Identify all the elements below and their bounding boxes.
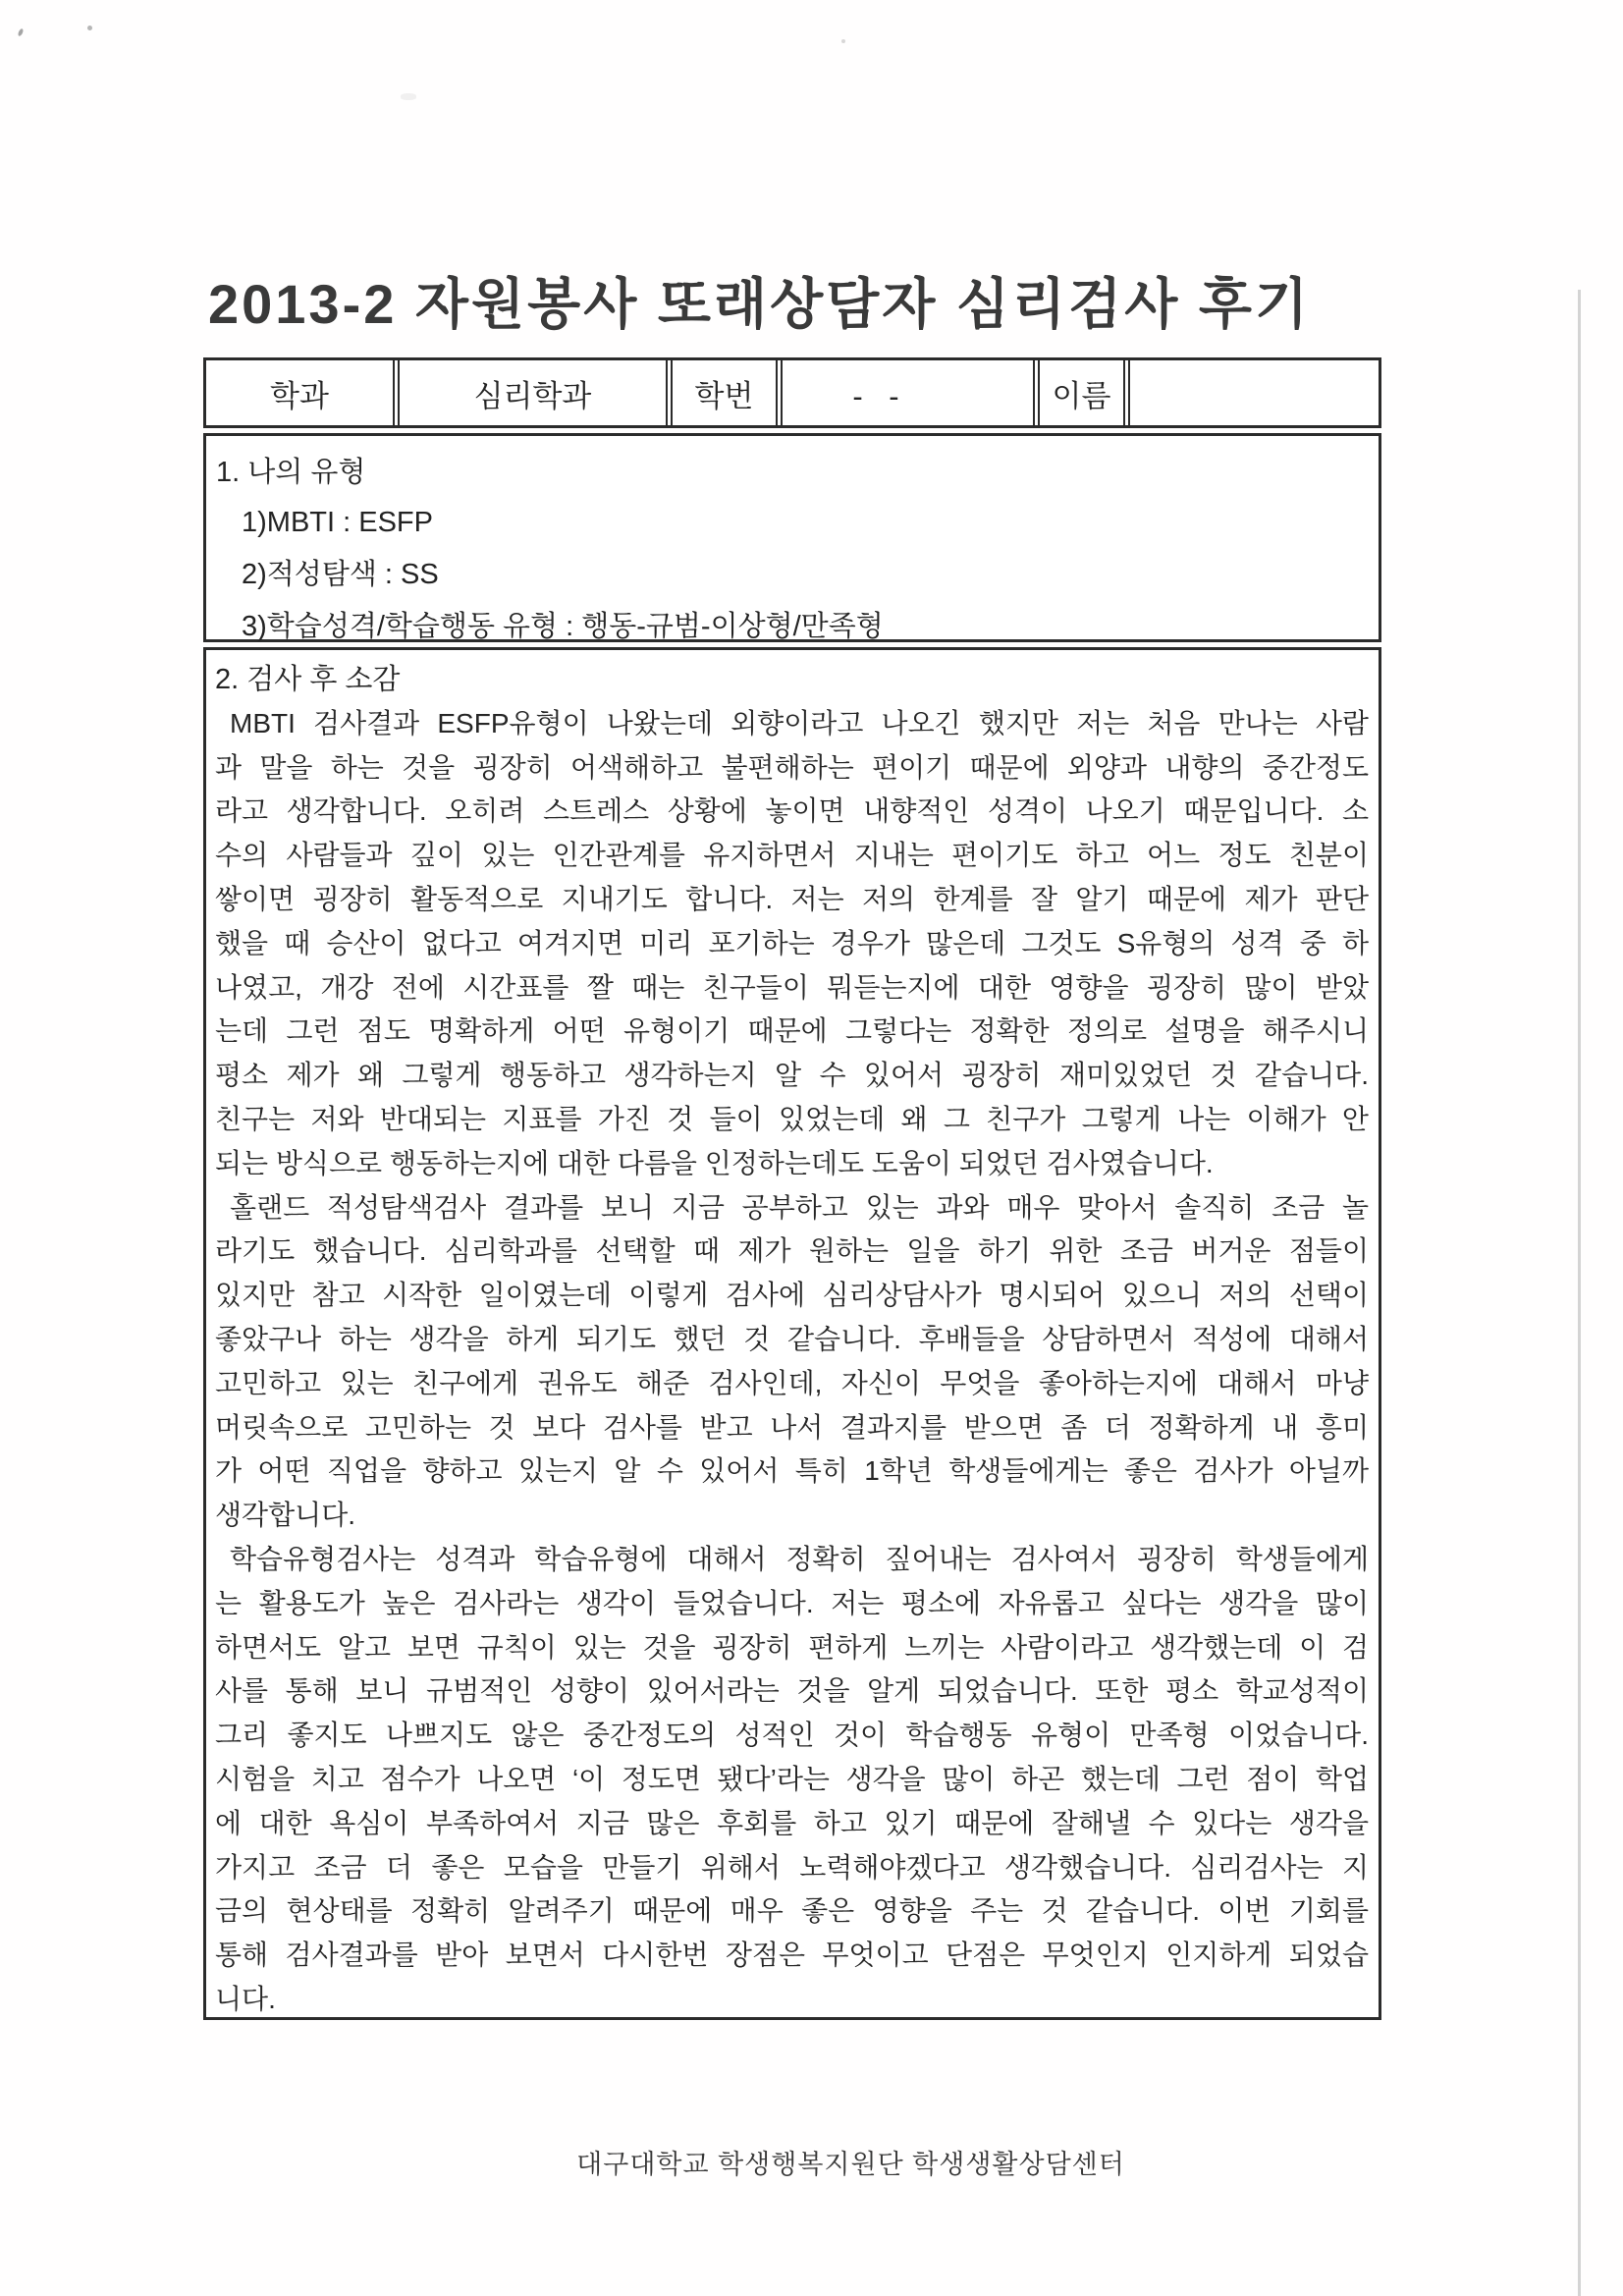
scan-speck — [17, 28, 24, 37]
section1-my-types-box — [203, 433, 1381, 642]
text-line: 수의 사람들과 깊이 있는 인간관계를 유지하면서 지내는 편이기도 하고 어느 정도 친분이 — [215, 840, 1369, 871]
text-line: 나였고, 개강 전에 시간표를 짤 때는 친구들이 뭐듣는지에 대한 영향을 굉장히 많이 받았 — [215, 971, 1369, 1003]
student-id-label: 학번 — [666, 360, 776, 425]
text-line: 친구는 저와 반대되는 지표를 가진 것 들이 있었는데 왜 그 친구가 그렇게 나는 이해가 안 — [215, 1103, 1369, 1134]
student-id-value: - - — [776, 360, 1033, 425]
text-line: 는 활용도가 높은 검사라는 생각이 들었습니다. 저는 평소에 자유롭고 싶다는 생각을 많이 — [215, 1587, 1369, 1618]
text-line: 는데 그런 점도 명확하게 어떤 유형이기 때문에 그렇다는 정확한 정의로 설명을 해주시니 — [215, 1015, 1369, 1047]
dept-value: 심리학과 — [393, 360, 666, 425]
section2-reflection-box — [203, 647, 1381, 2020]
text-line: 그리 좋지도 나쁘지도 않은 중간정도의 성적인 것이 학습행동 유형이 만족형 이었습니다. — [215, 1720, 1369, 1751]
text-line: 통해 검사결과를 받아 보면서 다시한번 장점은 무엇이고 단점은 무엇인지 인지하게 되었습 — [215, 1940, 1369, 1971]
text-line: 사를 통해 보니 규범적인 성향이 있어서라는 것을 알게 되었습니다. 또한 평소 학교성적이 — [215, 1675, 1369, 1707]
section1-heading: 1. 나의 유형 — [216, 457, 366, 488]
scan-speck — [841, 39, 845, 43]
name-value — [1123, 360, 1379, 425]
text-line: 했을 때 승산이 없다고 여겨지면 미리 포기하는 경우가 많은데 그것도 S유형의 성격 중 하 — [215, 927, 1369, 958]
text-line: 가지고 조금 더 좋은 모습을 만들기 위해서 노력해야겠다고 생각했습니다. 심리검사는 지 — [215, 1851, 1369, 1883]
dept-label: 학과 — [270, 378, 329, 413]
text-line: 되는 방식으로 행동하는지에 대한 다름을 인정하는데도 도움이 되었던 검사였습니다. — [215, 1147, 1214, 1178]
text-line: 학습유형검사는 성격과 학습유형에 대해서 정확히 짚어내는 검사여서 굉장히 학생들에게 — [230, 1543, 1369, 1574]
scan-edge-line — [1578, 290, 1581, 2296]
text-line: 홀랜드 적성탐색검사 결과를 보니 지금 공부하고 있는 과와 매우 맞아서 솔직히 조금 놀 — [230, 1191, 1369, 1223]
section2-heading: 2. 검사 후 소감 — [215, 664, 401, 695]
mbti-type-line: 1)MBTI : ESFP — [242, 507, 433, 538]
text-line: 라고 생각합니다. 오히려 스트레스 상황에 놓이면 내향적인 성격이 나오기 때문입니다. 소 — [215, 795, 1369, 827]
name-label: 이름 — [1033, 360, 1123, 425]
student-info-table — [203, 357, 1381, 428]
text-line: 가 어떤 직업을 향하고 있는지 알 수 있어서 특히 1학년 학생들에게는 좋은 검사가 아닐까 — [215, 1455, 1369, 1487]
text-line: 니다. — [215, 1983, 276, 2014]
page-title: 2013-2 자원봉사 또래상담자 심리검사 후기 — [208, 273, 1312, 335]
text-line: 평소 제가 왜 그렇게 행동하고 생각하는지 알 수 있어서 굉장히 재미있었던 것 같습니다. — [215, 1060, 1369, 1091]
text-line: 있지만 참고 시작한 일이였는데 이렇게 검사에 심리상담사가 명시되어 있으니 저의 선택이 — [215, 1280, 1369, 1311]
text-line: MBTI 검사결과 ESFP유형이 나왔는데 외향이라고 나오긴 했지만 저는 처음 만나는 사람 — [230, 707, 1369, 738]
section2-body — [215, 702, 1369, 2020]
text-line: 하면서도 알고 보면 규칙이 있는 것을 굉장히 편하게 느끼는 사람이라고 생각했는데 이 검 — [215, 1631, 1369, 1663]
text-line: 쌓이면 굉장히 활동적으로 지내기도 합니다. 저는 저의 한계를 잘 알기 때문에 제가 판단 — [215, 883, 1369, 914]
text-line: 라기도 했습니다. 심리학과를 선택할 때 제가 원하는 일을 하기 위한 조금 버거운 점들이 — [215, 1235, 1369, 1267]
text-line: 좋았구나 하는 생각을 하게 되기도 했던 것 같습니다. 후배들을 상담하면서 적성에 대해서 — [215, 1323, 1369, 1354]
footer-text: 대구대학교 학생행복지원단 학생생활상담센터 — [576, 2150, 1125, 2179]
text-line: 금의 현상태를 정확히 알려주기 때문에 매우 좋은 영향을 주는 것 같습니다. 이번 기회를 — [215, 1895, 1369, 1927]
scan-speck — [87, 26, 92, 30]
text-line: 에 대한 욕심이 부족하여서 지금 많은 후회를 하고 있기 때문에 잘해낼 수 있다는 생각을 — [215, 1807, 1369, 1838]
learning-type-line: 3)학습성격/학습행동 유형 : 행동-규범-이상형/만족형 — [242, 611, 884, 642]
text-line: 과 말을 하는 것을 굉장히 어색해하고 불편해하는 편이기 때문에 외양과 내향의 중간정도 — [215, 751, 1369, 783]
scan-speck — [401, 93, 416, 100]
text-line: 머릿속으로 고민하는 것 보다 검사를 받고 나서 결과지를 받으면 좀 더 정확하게 내 흥미 — [215, 1411, 1369, 1443]
text-line: 시험을 치고 점수가 나오면 ‘이 정도면 됐다’라는 생각을 많이 하곤 했는데 그런 점이 학업 — [215, 1763, 1369, 1794]
aptitude-type-line: 2)적성탐색 : SS — [242, 559, 439, 590]
text-line: 고민하고 있는 친구에게 권유도 해준 검사인데, 자신이 무엇을 좋아하는지에 대해서 마냥 — [215, 1367, 1369, 1398]
text-line: 생각합니다. — [215, 1500, 356, 1531]
